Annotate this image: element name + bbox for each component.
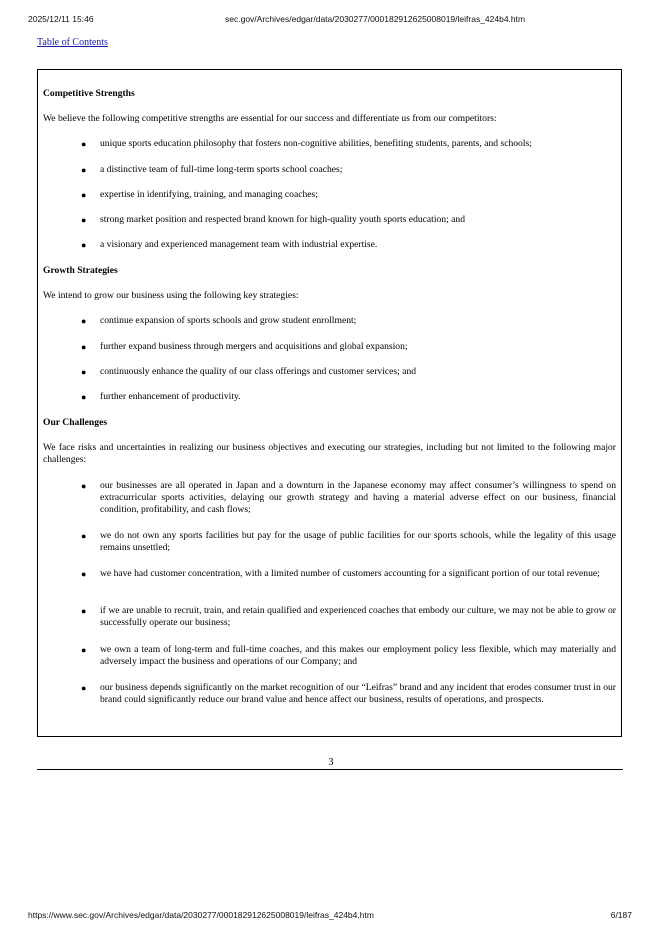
summary-box: Competitive Strengths We believe the following competitive strengths are essential for our success and differentiate us from our competitors: ● unique sports education philosophy that fosters non-cognitive abilities, benefiting students, parents, and schools; ● a distinctive team of full-time long-term sports school coaches; ● expertise in identifying, training, and managing coaches; ● strong market position and respected brand known for high-quality youth sports education; and ● a visionary and experienced management team with industrial expertise. Growth Strategies We intend to grow our business using the following key strategies: ● continue expansion of sports schools and grow student enrollment; ● further expand business through mergers and acquisitions and global expansion; ● continuously enhance the quality of our class offerings and customer services; and ● further enhancement of productivity. Our Challenges We face risks and uncertainties in realizing our business objectives and executing our strategies, including but not limited to the following major challenges: ● our businesses are all operated in Japan and a downturn in the Japanese economy may affect consumer’s willingness to spend on extracurricular sports activities, delaying our growth strategy and having a material adverse effect on our business, financial condition, profitability, and cash flows; ● we do not own any sports facilities but pay for the usage of public facilities for our sports schools, while the legality of this usage remains unsettled; ● we have had customer concentration, with a limited number of customers accounting for a significant portion of our total revenue; ● if we are unable to recruit, train, and retain qualified and experienced coaches that embody our culture, we may not be able to grow or successfully operate our business; ● we own a team of long-term and full-time coaches, and this makes our employment policy less flexible, which may materially and adversely impact the business and operations of our Company; and ● our business depends significantly on the market recognition of our “Leifras” brand and any incident that erodes consumer trust in our brand could significantly reduce our brand value and hence affect our business, results of operations, and prospects. (37, 69, 622, 737)
bullet-icon: ● (81, 367, 87, 377)
bullet-icon: ● (81, 683, 87, 693)
bullet-icon: ● (81, 392, 87, 402)
challenges-intro: We face risks and uncertainties in realizing our business objectives and executing our strategies, including but not limited to the following major challenges: (43, 442, 616, 465)
bullet-icon: ● (81, 139, 87, 149)
table-of-contents-link[interactable]: Table of Contents (37, 37, 108, 48)
bullet-icon: ● (81, 645, 87, 655)
bullet-icon: ● (81, 215, 87, 225)
growth-intro: We intend to grow our business using the following key strategies: (43, 290, 299, 301)
print-datetime: 2025/12/11 15:46 (28, 14, 94, 24)
bullet-icon: ● (81, 190, 87, 200)
heading-competitive-strengths: Competitive Strengths (43, 88, 135, 99)
competitive-intro: We believe the following competitive strengths are essential for our success and differentiate us from our competitors: (43, 113, 497, 124)
bullet-icon: ● (81, 569, 87, 579)
bullet-icon: ● (81, 342, 87, 352)
bullet-icon: ● (81, 606, 87, 616)
heading-growth-strategies: Growth Strategies (43, 265, 118, 276)
heading-our-challenges: Our Challenges (43, 417, 108, 428)
bullet-icon: ● (81, 240, 87, 250)
print-url: sec.gov/Archives/edgar/data/2030277/000182912625008019/leifras_424b4.htm (225, 14, 526, 24)
bullet-icon: ● (81, 531, 87, 541)
print-page-count: 6/187 (610, 910, 632, 920)
page-number: 3 (328, 757, 334, 768)
print-footer-url: https://www.sec.gov/Archives/edgar/data/2030277/000182912625008019/leifras_424b4.htm (28, 910, 374, 920)
page-divider (37, 769, 623, 770)
bullet-icon: ● (81, 165, 87, 175)
bullet-icon: ● (81, 481, 87, 491)
bullet-icon: ● (81, 316, 87, 326)
